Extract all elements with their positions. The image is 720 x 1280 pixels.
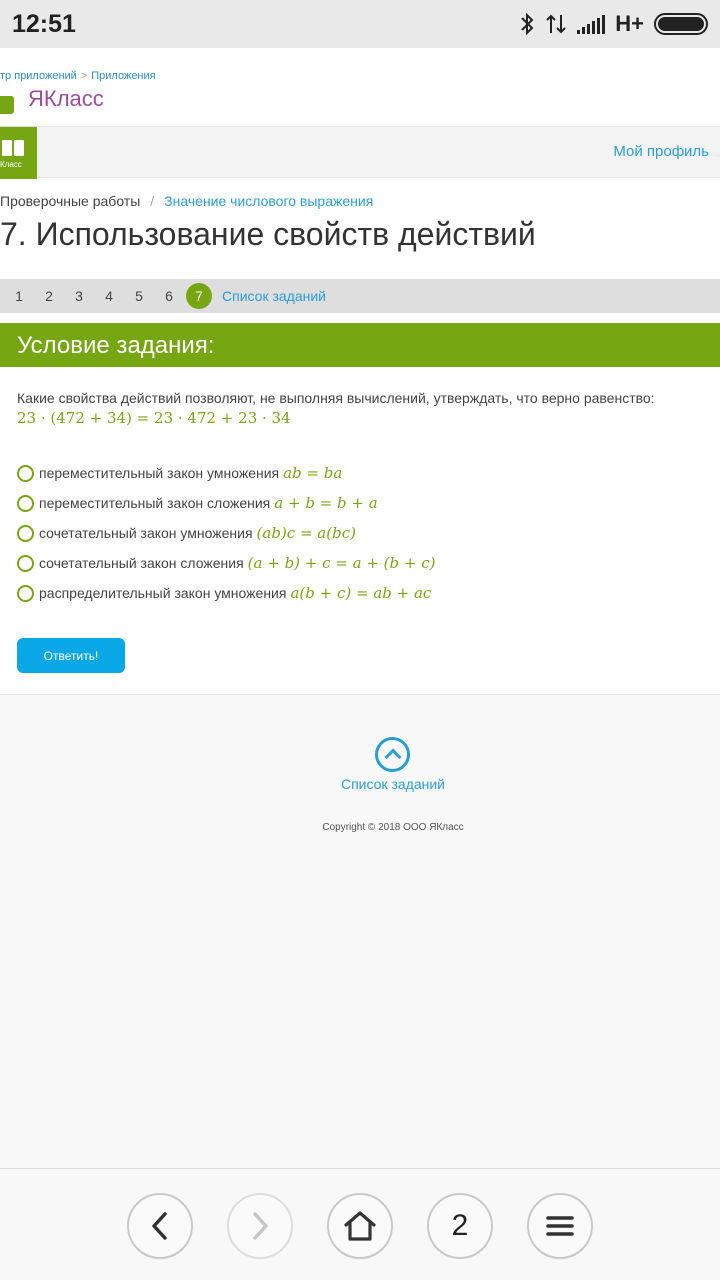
brand-name[interactable]: ЯКласс — [28, 86, 104, 111]
menu-button[interactable] — [527, 1193, 593, 1259]
home-button[interactable] — [327, 1193, 393, 1259]
forward-icon — [248, 1211, 272, 1241]
status-time: 12:51 — [12, 10, 76, 38]
network-type: H+ — [615, 11, 644, 36]
pager-item-3[interactable]: 3 — [75, 288, 83, 304]
brand-flag-icon — [0, 96, 14, 114]
scroll-up-button[interactable] — [375, 737, 410, 772]
tabs-button[interactable] — [427, 1193, 493, 1259]
pager-item-5[interactable]: 5 — [135, 288, 143, 304]
breadcrumb — [0, 193, 373, 209]
option-distributive-multiplication[interactable] — [17, 578, 436, 608]
pager-item-2[interactable]: 2 — [45, 288, 53, 304]
question-equation: 23 · (472 + 34) = 23 · 472 + 23 · 34 — [17, 409, 291, 427]
option-label: переместительный закон умножения — [39, 465, 280, 481]
option-label: переместительный закон сложения — [39, 495, 271, 511]
task-header-title: Условие задания: — [17, 332, 215, 359]
option-commutative-multiplication[interactable] — [17, 458, 436, 488]
option-associative-multiplication[interactable] — [17, 518, 436, 548]
radio-button[interactable] — [17, 555, 34, 572]
back-button[interactable] — [127, 1193, 193, 1259]
breadcrumb-parent[interactable]: Проверочные работы — [0, 193, 141, 209]
battery-icon — [654, 13, 708, 35]
task-pager — [0, 279, 720, 313]
signal-icon — [577, 14, 605, 34]
site-logo[interactable] — [0, 127, 37, 179]
book-icon — [2, 140, 24, 156]
web-page — [0, 48, 720, 1168]
radio-button[interactable] — [17, 525, 34, 542]
page-title: 7. Использование свойств действий — [0, 216, 536, 252]
forward-button[interactable] — [227, 1193, 293, 1259]
option-label: распределительный закон умножения — [39, 585, 287, 601]
pager-item-4[interactable]: 4 — [105, 288, 113, 304]
site-navbar — [0, 126, 720, 178]
data-transfer-icon — [545, 12, 567, 36]
option-formula: (a + b) + c = a + (b + c) — [247, 554, 436, 572]
back-icon — [148, 1211, 172, 1241]
footer-task-list-link[interactable]: Список заданий — [340, 776, 445, 792]
divider — [0, 694, 720, 695]
browser-bottom-bar — [0, 1168, 720, 1280]
radio-button[interactable] — [17, 585, 34, 602]
option-formula: (ab)c = a(bc) — [256, 524, 356, 542]
question-text: Какие свойства действий позволяют, не выполняя вычислений, утверждать, что верно равенство: — [17, 390, 655, 406]
status-bar — [0, 0, 720, 48]
top-crumb-app-center[interactable]: тр приложений — [0, 70, 77, 82]
option-formula: a(b + c) = ab + ac — [290, 584, 432, 602]
option-associative-addition[interactable] — [17, 548, 436, 578]
pager-item-1[interactable]: 1 — [15, 288, 23, 304]
bluetooth-icon — [519, 12, 535, 36]
home-icon — [343, 1210, 377, 1242]
answer-options — [17, 458, 436, 608]
breadcrumb-separator: / — [150, 193, 155, 209]
status-icons — [519, 10, 708, 38]
menu-icon — [546, 1214, 574, 1238]
profile-link[interactable]: Мой профиль — [613, 143, 709, 160]
breadcrumb-current[interactable]: Значение числового выражения — [164, 193, 374, 209]
option-formula: ab = ba — [283, 464, 343, 482]
task-question — [17, 390, 707, 427]
task-header — [0, 323, 720, 367]
pager-item-6[interactable]: 6 — [165, 288, 173, 304]
top-breadcrumb — [0, 70, 156, 82]
logo-text: Класс — [0, 160, 22, 169]
option-formula: a + b = b + a — [274, 494, 378, 512]
chevron-up-icon — [385, 749, 402, 766]
pager-item-current[interactable]: 7 — [186, 283, 212, 309]
top-crumb-apps[interactable]: Приложения — [91, 70, 156, 82]
answer-button[interactable]: Ответить! — [17, 638, 125, 673]
radio-button[interactable] — [17, 465, 34, 482]
radio-button[interactable] — [17, 495, 34, 512]
crumb-separator: > — [80, 70, 88, 82]
option-commutative-addition[interactable] — [17, 488, 436, 518]
tabs-icon: 2 — [451, 1209, 469, 1242]
copyright: Copyright © 2018 ООО ЯКласс — [322, 822, 464, 833]
option-label: сочетательный закон умножения — [39, 525, 253, 541]
task-list-link[interactable]: Список заданий — [222, 288, 327, 304]
option-label: сочетательный закон сложения — [39, 555, 244, 571]
